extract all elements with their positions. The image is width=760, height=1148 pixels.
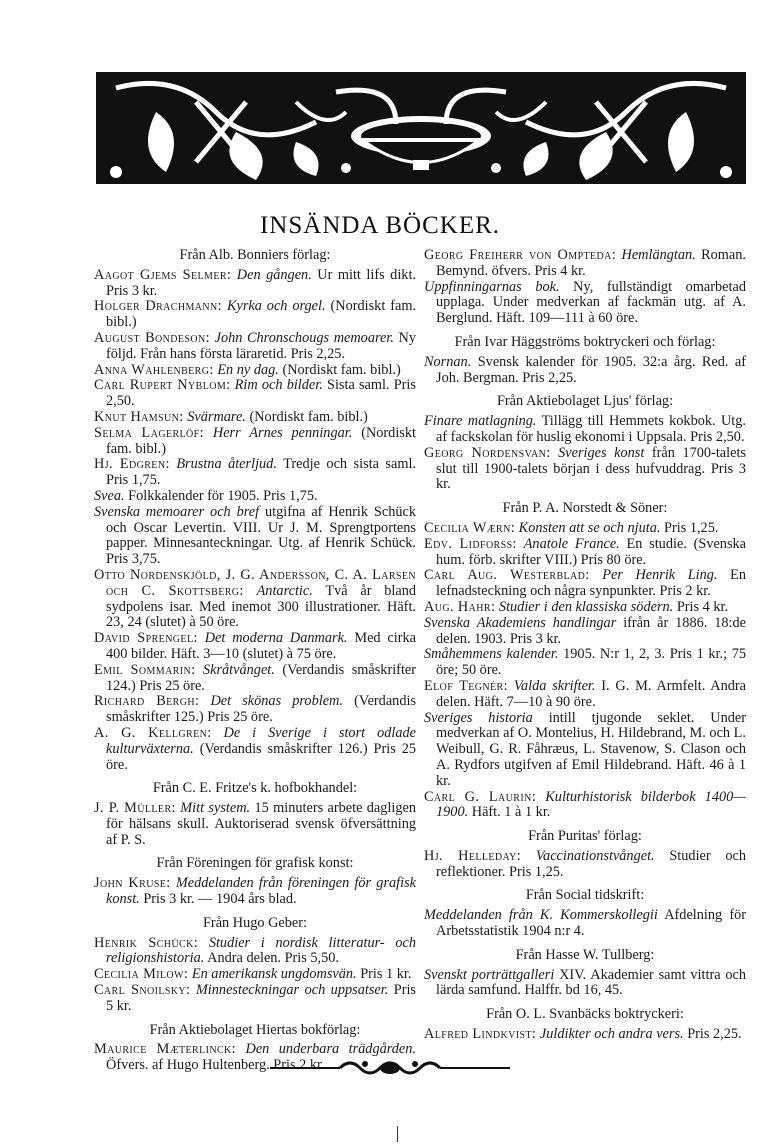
book-entry bbox=[424, 908, 746, 940]
entry-title: Hemlängtan. bbox=[621, 247, 696, 263]
entry-author: A. G. Kellgren: bbox=[94, 724, 212, 741]
entry-author: Aug. Hahr: bbox=[424, 598, 496, 615]
entry-author: Hj. Helleday: bbox=[424, 847, 522, 864]
entry-title: Kyrka och orgel. bbox=[226, 298, 326, 315]
publisher-heading: Från Aktiebolaget Hiertas bokförlag: bbox=[149, 1021, 361, 1038]
entry-details: Pris 1,25. bbox=[664, 519, 719, 536]
entry-author: Maurice Mæterlinck: bbox=[94, 1041, 237, 1058]
entry-author: Selma Lagerlöf: bbox=[94, 424, 204, 441]
entry-author: Cecilia Wærn: bbox=[424, 519, 516, 536]
entry-details: Andra delen. Pris 5,50. bbox=[207, 950, 339, 967]
entry-title: Valda skrifter. bbox=[513, 677, 596, 694]
entry-title: Anatole France. bbox=[523, 535, 620, 552]
publisher-heading: Från Social tidskrift: bbox=[525, 887, 645, 904]
entry-details: Pris 4 kr. bbox=[676, 598, 729, 615]
book-entry bbox=[94, 568, 416, 631]
publisher-heading: Från O. L. Svanbäcks boktryckeri: bbox=[486, 1006, 684, 1023]
entry-details: Pris 3 kr. — 1904 års blad. bbox=[143, 891, 297, 908]
entry-title: Kulturhistorisk bilderbok 1400—1900. bbox=[436, 788, 746, 821]
book-entry bbox=[94, 983, 416, 1015]
entry-title: En ny dag. bbox=[217, 361, 279, 378]
entry-title: Meddelanden från föreningen för grafisk konst. bbox=[106, 875, 417, 908]
entry-details: från 1700-talets slut till 1900-talets början i dess hufvuddrag. Pris 3 kr. bbox=[436, 444, 746, 493]
entry-author: Elof Tegnér: bbox=[424, 677, 509, 694]
entry-details: Pris 2,25. bbox=[687, 1026, 742, 1043]
book-entry bbox=[424, 414, 746, 446]
entry-author: Aagot Gjems Selmer: bbox=[94, 266, 232, 283]
entry-details: XIV. Akademier samt vittra och lärda samfund. Halffr. bd 16, 45. bbox=[436, 966, 747, 999]
entry-details: (Nordiskt fam. bibl.) bbox=[106, 298, 417, 331]
book-entry bbox=[424, 647, 746, 679]
entry-details: 15 minuters arbete dagligen för hälsans skull. Auktoriserad svensk öfversättning af P. S. bbox=[106, 800, 417, 848]
entry-title: Per Henrik Ling. bbox=[602, 567, 718, 584]
publisher-heading: Från Alb. Bonniers förlag: bbox=[179, 247, 331, 263]
publisher-heading: Från P. A. Norstedt & Söner: bbox=[502, 500, 668, 517]
entry-details: Två år bland sydpolens isar. Med inemot 300 illustrationer. Häft. 23, 24 (slutet) à 50 öre. bbox=[106, 582, 417, 631]
entry-title: Uppfinningarnas bok. bbox=[424, 278, 560, 295]
book-entry bbox=[94, 331, 416, 363]
entry-title: Svärmare. bbox=[187, 408, 246, 425]
publisher-heading: Från Föreningen för grafisk konst: bbox=[156, 855, 354, 872]
publisher-heading: Från Ivar Häggströms boktryckeri och förlag: bbox=[454, 333, 716, 350]
book-entry bbox=[424, 248, 746, 280]
entry-title: Rim och bilder. bbox=[234, 377, 323, 394]
publisher-heading: Från C. E. Fritze's k. hofbokhandel: bbox=[152, 780, 358, 797]
entry-details: Ny, fullständigt omarbetad upplaga. Under medverkan af fackmän utg. af A. Berglund. Häft. 109—111 à 60 öre. bbox=[436, 278, 746, 327]
entry-details: Ny följd. Från hans första läraretid. Pris 2,25. bbox=[106, 329, 417, 362]
book-entry bbox=[424, 679, 746, 711]
entry-author: Georg Freiherr von Ompteda: bbox=[424, 247, 617, 263]
book-entry bbox=[94, 694, 416, 726]
entry-details: En lefnadsteckning och några synpunkter. Pris 2 kr. bbox=[436, 567, 747, 600]
book-entry bbox=[94, 631, 416, 663]
publisher-heading: Från Aktiebolaget Ljus' förlag: bbox=[496, 393, 674, 410]
entry-details: Roman. Bemynd. öfvers. Pris 4 kr. bbox=[436, 247, 746, 279]
entry-details: Sista saml. Pris 2,50. bbox=[106, 377, 416, 410]
entry-author: Carl Rupert Nyblom: bbox=[94, 377, 231, 394]
entry-author: Henrik Schück: bbox=[94, 934, 199, 951]
entry-title: Antarctic. bbox=[256, 582, 313, 599]
entry-details: (Verdandis småskrifter 125.) Pris 25 öre. bbox=[106, 693, 417, 726]
page-edge-mark bbox=[397, 1126, 398, 1142]
entry-author: Knut Hamsun: bbox=[94, 408, 184, 425]
book-entry bbox=[424, 355, 746, 387]
entry-details: intill tjugonde seklet. Under medverkan af O. Montelius, H. Hildebrand, M. och L. Weibull, G. R. Fåhræus, L. Stavenow, S. Clason och A. Rydfors utgifven af Emil Hildebrand. Häft. 46 à 1 kr. bbox=[436, 709, 747, 789]
entry-title: Svea. bbox=[94, 487, 125, 504]
entry-title: Studier i den klassiska södern. bbox=[498, 598, 674, 615]
entry-author: Emil Sommarin: bbox=[94, 661, 196, 678]
entry-title: Den gången. bbox=[236, 266, 312, 283]
book-entry bbox=[424, 568, 746, 600]
book-entry bbox=[424, 537, 746, 569]
book-entry bbox=[424, 600, 746, 616]
footer-ornament bbox=[270, 1056, 510, 1080]
book-entry bbox=[424, 616, 746, 648]
book-entry bbox=[94, 363, 416, 379]
entry-author: David Sprengel: bbox=[94, 630, 198, 647]
book-entry bbox=[94, 426, 416, 458]
entry-author: Holger Drachmann: bbox=[94, 298, 223, 315]
book-entry bbox=[94, 726, 416, 773]
book-entry bbox=[424, 446, 746, 493]
entry-title: Konsten att se och njuta. bbox=[518, 519, 661, 536]
entry-details: utgifna af Henrik Schück och Oscar Levertin. VIII. Ur J. M. Sprengtportens papper. Minnesanteckningar. Utg. af Henrik Schück. Pris 3,75. bbox=[106, 503, 416, 568]
entry-title: John Chronschougs memoarer. bbox=[214, 329, 394, 346]
entry-details: Studier och reflektioner. Pris 1,25. bbox=[436, 847, 746, 880]
entry-title: Sveriges konst bbox=[558, 444, 645, 461]
entry-details: (Verdandis småskrifter 124.) Pris 25 öre. bbox=[106, 661, 417, 694]
entry-details: Häft. 1 à 1 kr. bbox=[471, 804, 551, 821]
entry-title: Meddelanden från K. Kommerskollegii bbox=[424, 907, 658, 924]
entry-title: Svenska memoarer och bref bbox=[94, 503, 260, 520]
entry-details: Tredje och sista saml. Pris 1,75. bbox=[106, 456, 417, 489]
entry-details: I. G. M. Armfelt. Andra delen. Häft. 7—10 à 90 öre. bbox=[436, 677, 747, 710]
book-entry bbox=[94, 663, 416, 695]
entry-details: ifrån år 1886. 18:de delen. 1903. Pris 3 kr. bbox=[436, 614, 747, 647]
entry-title: Juldikter och andra vers. bbox=[539, 1026, 684, 1043]
book-entry bbox=[94, 801, 416, 848]
entry-details: (Nordiskt fam. bibl.) bbox=[249, 408, 368, 425]
entry-title: Studier i nordisk litteratur- och religionshistoria. bbox=[106, 934, 416, 967]
left-column bbox=[94, 248, 416, 1074]
book-entry bbox=[94, 876, 416, 908]
publisher-heading: Från Hasse W. Tullberg: bbox=[515, 946, 655, 963]
entry-details: (Nordiskt fam. bibl.) bbox=[106, 424, 416, 457]
entry-author: August Bondeson: bbox=[94, 329, 210, 346]
entry-title: Minnesteckningar och uppsatser. bbox=[195, 982, 389, 999]
entry-details: En studie. (Svenska hum. förb. skrifter VIII.) Pris 80 öre. bbox=[436, 535, 747, 568]
book-entry bbox=[424, 1027, 746, 1043]
entry-author: Richard Bergh: bbox=[94, 693, 200, 710]
entry-details: Öfvers. af Hugo Hultenberg. Pris 2 kr. bbox=[106, 1057, 325, 1074]
publisher-heading: Från Hugo Geber: bbox=[202, 914, 308, 931]
entry-details: Med cirka 400 bilder. Häft. 3—10 (slutet) à 75 öre. bbox=[106, 630, 417, 662]
entry-title: En amerikansk ungdomsvän. bbox=[191, 966, 357, 983]
book-entry bbox=[424, 968, 746, 1000]
page-title: INSÄNDA BÖCKER. bbox=[259, 212, 501, 239]
entry-author: Carl Aug. Westerblad: bbox=[424, 567, 590, 584]
book-entry bbox=[424, 711, 746, 790]
entry-author: Otto Nordenskjöld, J. G. Andersson, C. A. Larsen och C. Skottsberg: bbox=[94, 566, 416, 599]
entry-title: Det skönas problem. bbox=[210, 693, 343, 710]
book-entry bbox=[424, 849, 746, 881]
book-entry bbox=[94, 936, 416, 968]
entry-details: Afdelning för Arbetsstatistik 1904 n:r 4. bbox=[436, 907, 746, 940]
entry-details: (Verdandis småskrifter 126.) Pris 25 öre. bbox=[106, 740, 416, 773]
entry-title: De i Sverige i stort odlade kulturväxterna. bbox=[106, 724, 416, 757]
entry-title: Mitt system. bbox=[180, 800, 251, 817]
book-entry bbox=[94, 378, 416, 410]
book-entry bbox=[94, 967, 416, 983]
book-entry bbox=[94, 268, 416, 300]
entry-title: Småhemmens kalender. bbox=[424, 646, 559, 663]
entry-title: Svenska Akademiens handlingar bbox=[424, 614, 617, 631]
entry-author: John Kruse: bbox=[94, 875, 171, 892]
entry-title: Den underbara trädgården. bbox=[245, 1041, 416, 1058]
entry-author: J. P. Müller: bbox=[94, 800, 176, 817]
entry-details: Svensk kalender för 1905. 32:a årg. Red. af Joh. Bergman. Pris 2,25. bbox=[436, 353, 746, 386]
entry-author: Edv. Lidforss: bbox=[424, 535, 517, 552]
entry-details: (Nordiskt fam. bibl.) bbox=[282, 361, 401, 378]
entry-details: 1905. N:r 1, 2, 3. Pris 1 kr.; 75 öre; 50 öre. bbox=[436, 646, 746, 679]
entry-details: Folkkalender för 1905. Pris 1,75. bbox=[128, 487, 318, 504]
entry-title: Skråtvånget. bbox=[202, 661, 275, 678]
entry-author: Cecilia Milow: bbox=[94, 966, 189, 983]
entry-author: Carl Snoilsky: bbox=[94, 982, 191, 999]
right-column bbox=[424, 248, 746, 1043]
book-entry bbox=[94, 299, 416, 331]
header-ornament bbox=[96, 72, 746, 184]
entry-title: Finare matlagning. bbox=[424, 413, 537, 430]
book-entry bbox=[94, 505, 416, 568]
entry-author: Carl G. Laurin: bbox=[424, 788, 537, 805]
book-entry bbox=[424, 280, 746, 327]
entry-title: Brustna återljud. bbox=[176, 456, 277, 473]
book-entry bbox=[94, 489, 416, 505]
entry-details: Pris 5 kr. bbox=[106, 982, 416, 1014]
book-entry bbox=[424, 521, 746, 537]
publisher-heading: Från Puritas' förlag: bbox=[528, 828, 642, 845]
entry-title: Det moderna Danmark. bbox=[204, 630, 348, 647]
entry-title: Vaccinationstvånget. bbox=[535, 847, 655, 864]
book-entry bbox=[94, 457, 416, 489]
entry-author: Georg Nordensvan: bbox=[424, 444, 551, 461]
book-entry bbox=[424, 790, 746, 822]
entry-author: Anna Wahlenberg: bbox=[94, 361, 214, 378]
entry-details: Tillägg till Hemmets kokbok. Utg. af fackskolan för huslig ekonomi i Uppsala. Pris 2,50. bbox=[436, 413, 746, 445]
entry-title: Svenskt porträttgalleri bbox=[424, 966, 555, 983]
entry-details: Ur mitt lifs dikt. Pris 3 kr. bbox=[106, 266, 416, 299]
entry-details: Pris 1 kr. bbox=[360, 966, 412, 983]
entry-author: Alfred Lindkvist: bbox=[424, 1026, 537, 1043]
book-entry bbox=[94, 410, 416, 426]
entry-author: Hj. Edgren: bbox=[94, 456, 170, 473]
entry-title: Nornan. bbox=[424, 353, 472, 370]
entry-title: Herr Arnes penningar. bbox=[212, 424, 353, 441]
entry-title: Sveriges historia bbox=[424, 709, 533, 726]
